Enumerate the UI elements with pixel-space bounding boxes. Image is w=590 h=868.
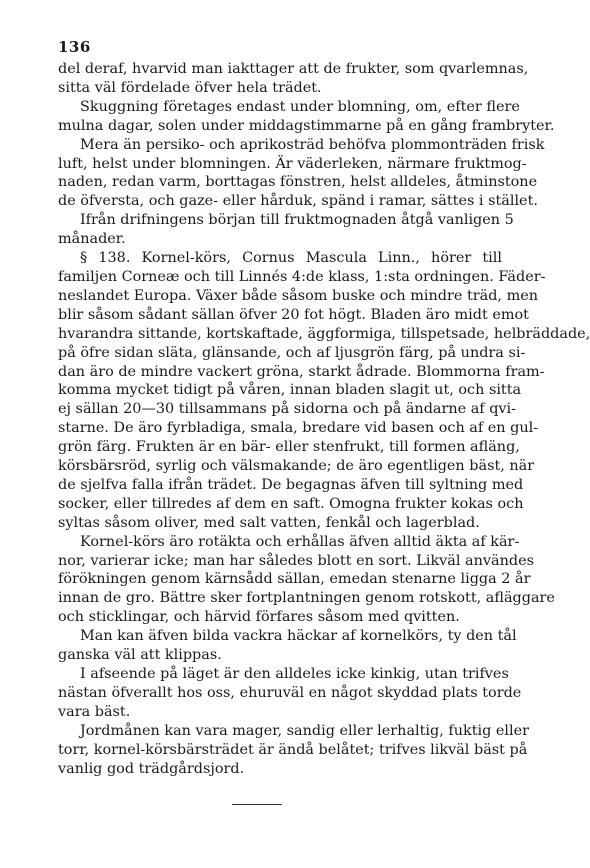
- text-line: nästan öfverallt hos oss, ehuruväl en något skyddad plats torde: [58, 684, 522, 701]
- text-line: starne. De äro fyrbladiga, smala, bredare vid basen och af en gul-: [58, 420, 539, 437]
- text-line: körsbärsröd, syrlig och välsmakande; de äro egentligen bäst, när: [58, 458, 535, 475]
- book-page: [58, 38, 590, 778]
- text-line: neslandet Europa. Växer både såsom buske och mindre träd, men: [58, 287, 538, 304]
- text-line: Kornel-körs äro rotäkta och erhållas äfven alltid äkta af kär-: [80, 533, 520, 550]
- text-line: hvarandra sittande, kortskaftade, äggformiga, tillspetsade, helbräddade,: [58, 325, 590, 342]
- text-line: sitta väl fördelade öfver hela trädet.: [58, 79, 322, 96]
- text-line: naden, redan varm, borttagas fönstren, helst alldeles, åtminstone: [58, 174, 538, 191]
- text-line: de öfversta, och gaze- eller hårduk, spänd i ramar, sättes i stället.: [58, 193, 538, 210]
- text-line: luft, helst under blomningen. Är väderleken, närmare fruktmog-: [58, 155, 527, 172]
- text-line: ganska väl att klippas.: [58, 647, 222, 664]
- text-line: komma mycket tidigt på våren, innan bladen slagit ut, och sitta: [58, 382, 522, 399]
- footer-rule: [232, 804, 282, 805]
- text-line: Ifrån drifningens början till fruktmognaden åtgå vanligen 5: [80, 212, 514, 229]
- text-line: förökningen genom kärnsådd sällan, emedan stenarne ligga 2 år: [58, 571, 531, 588]
- text-line: torr, kornel-körsbärsträdet är ändå belåtet; trifves likväl bäst på: [58, 741, 528, 758]
- body-text: [58, 60, 590, 778]
- text-line: vanlig god trädgårdsjord.: [58, 760, 245, 777]
- text-line: ej sällan 20—30 tillsammans på sidorna och på ändarne af qvi-: [58, 401, 517, 418]
- text-line: syltas såsom oliver, med salt vatten, fenkål och lagerblad.: [58, 514, 480, 531]
- text-line: månader.: [58, 231, 126, 248]
- text-line: familjen Corneæ och till Linnés 4:de klass, 1:sta ordningen. Fäder-: [58, 268, 546, 285]
- text-line: och sticklingar, och härvid förfares såsom med qvitten.: [58, 609, 460, 626]
- text-line: I afseende på läget är den alldeles icke kinkig, utan trifves: [80, 666, 509, 682]
- text-line: blir såsom sådant sällan öfver 20 fot högt. Bladen äro midt emot: [58, 306, 529, 323]
- text-line: de sjelfva falla ifrån trädet. De begagnas äfven till syltning med: [58, 476, 524, 493]
- page-number: 136: [58, 38, 91, 56]
- text-line: Jordmånen kan vara mager, sandig eller lerhaltig, fuktig eller: [80, 722, 529, 739]
- text-line: Mera än persiko- och aprikosträd behöfva plommonträden frisk: [80, 136, 545, 153]
- text-line: socker, eller tillredes af dem en saft. Omogna frukter kokas och: [58, 495, 524, 512]
- section-heading-line: § 138. Kornel-körs, Cornus Mascula Linn., hörer till: [80, 250, 502, 267]
- text-line: grön färg. Frukten är en bär- eller stenfrukt, till formen afläng,: [58, 439, 520, 456]
- text-line: dan äro de mindre vackert gröna, starkt ådrade. Blommorna fram-: [58, 363, 545, 380]
- text-line: nor, varierar icke; man har således blott en sort. Likväl användes: [58, 552, 535, 569]
- text-line: del deraf, hvarvid man iakttager att de frukter, som qvarlemnas,: [58, 61, 529, 77]
- text-line: Man kan äfven bilda vackra häckar af kornelkörs, ty den tål: [80, 628, 517, 645]
- text-line: innan de gro. Bättre sker fortplantningen genom rotskott, afläggare: [58, 590, 555, 607]
- text-line: mulna dagar, solen under middagstimmarne på en gång frambryter.: [58, 117, 555, 134]
- text-line: vara bäst.: [58, 703, 131, 720]
- text-line: Skuggning företages endast under blomning, om, efter flere: [80, 98, 520, 115]
- text-line: på öfre sidan släta, glänsande, och af ljusgrön färg, på undra si-: [58, 344, 526, 361]
